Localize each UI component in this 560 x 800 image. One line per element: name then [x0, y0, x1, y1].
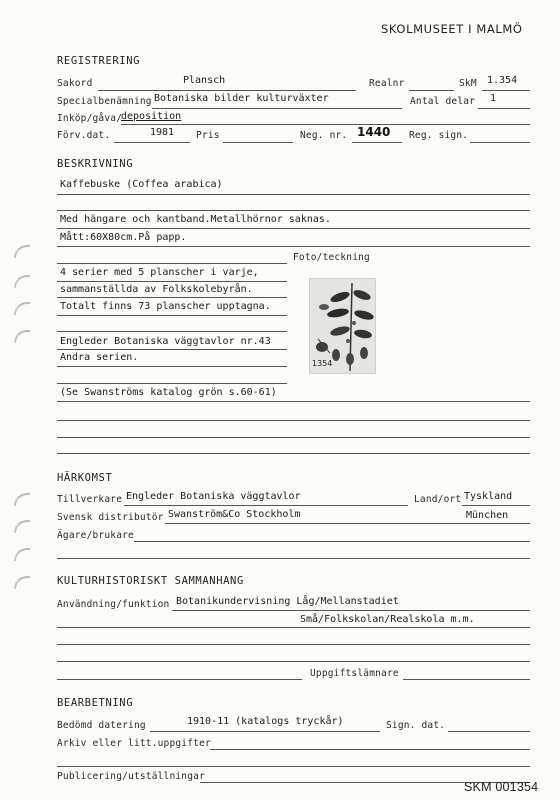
sakord-value: Plansch: [183, 75, 226, 86]
foto-teckning-label: Foto/teckning: [293, 252, 370, 263]
anvandning-value: Botanikundervisning Låg/Mellanstadiet: [176, 596, 399, 607]
ort-value: München: [466, 510, 509, 521]
distributor-label: Svensk distributör: [57, 512, 164, 523]
punch-hole: [14, 493, 30, 506]
publicering-label: Publicering/utställningar: [57, 771, 205, 782]
landort-label: Land/ort: [414, 494, 462, 505]
specialbenamning-value: Botaniska bilder kulturväxter: [154, 93, 329, 104]
inkop-value: deposition: [121, 111, 182, 122]
beskrivning-line: (Se Swanströms katalog grön s.60-61): [60, 387, 277, 398]
punch-hole: [14, 302, 30, 315]
antal-delar-label: Antal delar: [410, 96, 476, 107]
beskrivning-line: Andra serien.: [60, 352, 139, 363]
beskrivning-line: sammanställda av Folkskolebyrån.: [60, 284, 253, 295]
beskrivning-line: Mått:60X80cm.På papp.: [60, 232, 187, 243]
anvandning-label: Användning/funktion: [57, 599, 170, 610]
realnr-label: Realnr: [369, 78, 405, 89]
beskrivning-line: Med hängare och kantband.Metallhörnor saknas.: [60, 214, 331, 225]
sakord-label: Sakord: [57, 78, 93, 89]
coffee-plant-photo: [309, 278, 376, 374]
arkiv-label: Arkiv eller litt.uppgifter: [57, 738, 211, 749]
punch-hole: [14, 330, 30, 343]
beskrivning-line: 4 serier med 5 planscher i varje,: [60, 267, 259, 278]
skm-number-footer: SKM 001354: [464, 780, 539, 794]
specialbenamning-label: Specialbenämning: [57, 96, 152, 107]
negnr-label: Neg. nr.: [300, 130, 348, 141]
tillverkare-value: Engleder Botaniska väggtavlor: [126, 491, 301, 502]
beskrivning-heading: BESKRIVNING: [57, 158, 134, 170]
distributor-value: Swanström&Co Stockholm: [168, 509, 301, 520]
anvandning-value-2: Små/Folkskolan/Realskola m.m.: [300, 614, 475, 625]
punch-hole: [14, 576, 30, 589]
beskrivning-line: Engleder Botaniska väggtavlor nr.43: [60, 336, 271, 347]
photo-number: 1354: [312, 359, 333, 368]
kultur-heading: KULTURHISTORISKT SAMMANHANG: [57, 575, 244, 587]
forvdat-label: Förv.dat.: [57, 130, 111, 141]
museum-title: SKOLMUSEET I MALMÖ: [381, 22, 523, 36]
agare-label: Ägare/brukare: [57, 530, 134, 541]
sign-label: Sign. dat.: [386, 720, 446, 731]
forvdat-value: 1981: [150, 127, 175, 138]
punch-hole: [14, 275, 30, 288]
tillverkare-label: Tillverkare: [57, 494, 123, 505]
beskrivning-line: Totalt finns 73 planscher upptagna.: [60, 301, 271, 312]
beskrivning-line: Kaffebuske (Coffea arabica): [60, 179, 223, 190]
skm-value: 1.354: [487, 75, 518, 86]
land-value: Tyskland: [464, 491, 513, 502]
bearbetning-heading: BEARBETNING: [57, 697, 134, 709]
antal-delar-value: 1: [490, 93, 497, 104]
inkop-label: Inköp/gåva/: [57, 113, 123, 124]
uppgift-label: Uppgiftslämnare: [310, 668, 399, 679]
harkomst-heading: HÄRKOMST: [57, 472, 113, 484]
bedomd-label: Bedömd datering: [57, 720, 146, 731]
negnr-value: 1440: [357, 125, 391, 139]
skm-label: SkM: [459, 78, 477, 89]
bedomd-value: 1910-11 (katalogs tryckår): [187, 716, 344, 727]
registrering-heading: REGISTRERING: [57, 55, 141, 67]
punch-hole: [14, 548, 30, 561]
punch-hole: [14, 520, 30, 533]
pris-label: Pris: [196, 130, 220, 141]
punch-hole: [14, 245, 30, 258]
regsign-label: Reg. sign.: [409, 130, 469, 141]
